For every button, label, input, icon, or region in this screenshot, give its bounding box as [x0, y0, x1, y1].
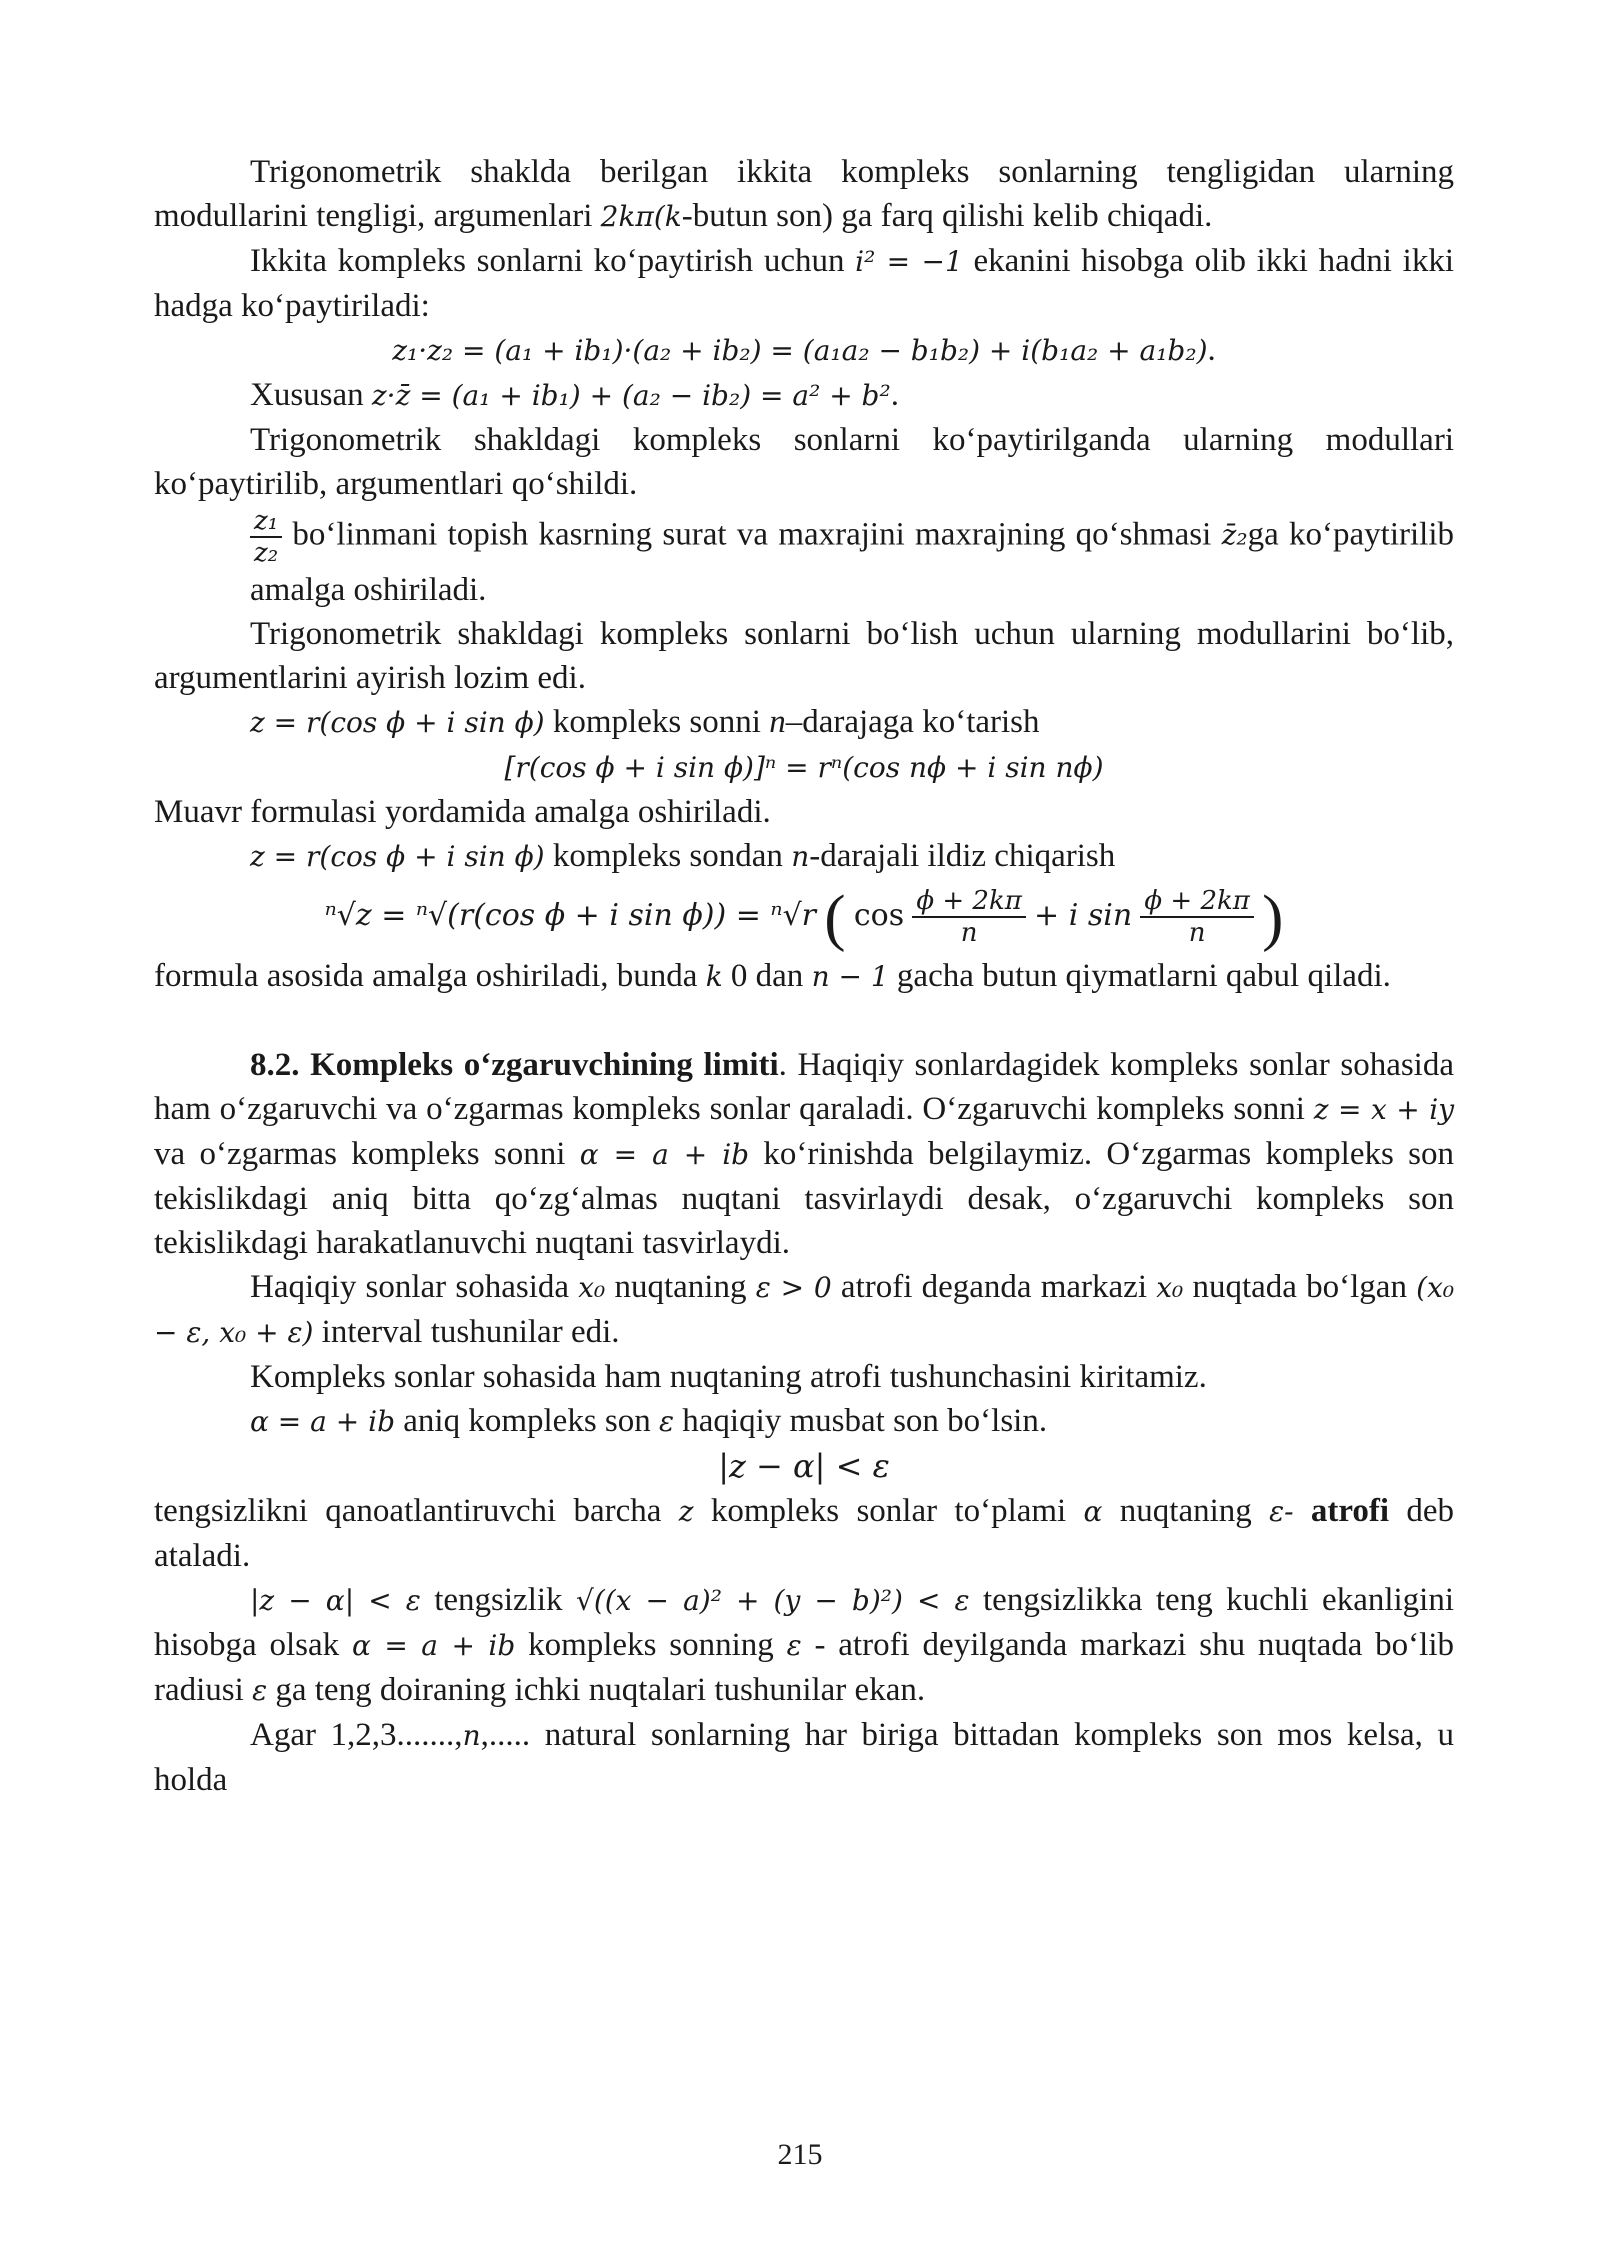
page-body [154, 150, 1454, 1802]
math-i-squared: i² = −1 [855, 245, 963, 278]
paragraph: z = r(cos ϕ + i sin ϕ) kompleks sonni n–darajaga ko‘tarish [250, 704, 1040, 740]
section-title: 8.2. Kompleks o‘zgaruvchining limiti [250, 1047, 779, 1084]
formula-neighborhood: |z − α| < ε [718, 1447, 890, 1486]
paragraph: Trigonometrik shaklda berilgan ikkita kompleks sonlarning tengligidan ularning modullarini tengligi, argumenlari 2kπ(k-butun son) ga farq qilishi kelib chiqadi. [154, 154, 1454, 234]
paragraph: tengsizlikni qanoatlantiruvchi barcha z kompleks sonlar to‘plami α nuqtaning ε- atrofi deb ataladi. [154, 1493, 1455, 1575]
paragraph: $\frac{\text{z₁}}{\text{z₂}}$ bo‘linmani topish kasrning surat va maxrajini maxrajning qo‘shmasi z̄₂ga ko‘paytirilib amalga oshiriladi. [250, 506, 1455, 608]
paragraph: Xususan z·z̄ = (a₁ + ib₁) + (a₂ − ib₂) = a² + b². [250, 377, 899, 413]
math-z2-conjugate: z̄₂ [1221, 518, 1248, 552]
formula-trig-form: z = r(cos ϕ + i sin ϕ) [250, 840, 545, 873]
paragraph: formula asosida amalga oshiriladi, bunda k 0 dan n − 1 gacha butun qiymatlarni qabul qiladi. [154, 958, 1391, 995]
paragraph: |z − α| < ε tengsizlik √((x − a)² + (y − b)²) < ε tengsizlikka teng kuchli ekanligini hisobga olsak α = a + ib kompleks sonning ε - atrofi deyilganda markazi shu nuqtada bo‘lib radiusi ε ga teng doiraning ichki nuqtalari tushunilar ekan. [154, 1582, 1455, 1709]
formula-trig-form: z = r(cos ϕ + i sin ϕ) [250, 706, 545, 739]
page-number: 215 [777, 2138, 823, 2171]
formula-product: z₁·z₂ = (a₁ + ib₁)·(a₂ + ib₂) = (a₁a₂ − b₁b₂) + i(b₁a₂ + a₁b₂). [392, 332, 1216, 368]
paragraph: z = r(cos ϕ + i sin ϕ) kompleks sondan n-darajali ildiz chiqarish [250, 838, 1116, 874]
paragraph: Ikkita kompleks sonlarni ko‘paytirish uchun i² = −1 ekanini hisobga olib ikki hadni ikki hadga ko‘paytiriladi: [154, 243, 1454, 324]
paragraph: Muavr formulasi yordamida amalga oshiriladi. [154, 794, 771, 830]
formula-root: ⁿ√z = ⁿ√(r(cos ϕ + i sin ϕ)) = ⁿ√r ( cos $\frac{\phi + 2k\pi}{n}$ + i sin $\frac{\phi + 2k\pi}{n}$ ) [324, 881, 1284, 953]
fraction-z1-z2: $\frac{\text{z₁}}{\text{z₂}}$ [250, 506, 282, 568]
math-2kpi: 2kπ [600, 200, 654, 233]
paragraph: Kompleks sonlar sohasida ham nuqtaning atrofi tushunchasini kiritamiz. [250, 1359, 1207, 1396]
formula-conjugate: z·z̄ = (a₁ + ib₁) + (a₂ − ib₂) = a² + b² [371, 379, 891, 412]
math-k: (k [653, 200, 682, 233]
section-paragraph: 8.2. Kompleks o‘zgaruvchining limiti. Haqiqiy sonlardagidek kompleks sonlar sohasida ham o‘zgaruvchi va o‘zgarmas kompleks sonlar qaraladi. O‘zgaruvchi kompleks sonni z = x + iy va o‘zgarmas kompleks sonni α = a + ib ko‘rinishda belgilaymiz. O‘zgarmas kompleks son tekislikdagi aniq bitta qo‘zg‘almas nuqtani tasvirlaydi desak, o‘zgaruvchi kompleks son tekislikdagi harakatlanuvchi nuqtani tasvirlaydi. [154, 1047, 1455, 1262]
paragraph: Agar 1,2,3.......,n,..... natural sonlarning har biriga bittadan kompleks son mos kelsa, u holda [154, 1717, 1455, 1799]
paragraph: Trigonometrik shakldagi kompleks sonlarni ko‘paytirilganda ularning modullari ko‘paytirilib, argumentlari qo‘shildi. [154, 422, 1454, 502]
formula-moivre: [r(cos ϕ + i sin ϕ)]ⁿ = rⁿ(cos nϕ + i sin nϕ) [504, 751, 1104, 784]
paragraph: Trigonometrik shakldagi kompleks sonlarni bo‘lish uchun ularning modullarini bo‘lib, argumentlarini ayirish lozim edi. [154, 616, 1454, 696]
paragraph: Haqiqiy sonlar sohasida x₀ nuqtaning ε > 0 atrofi deganda markazi x₀ nuqtada bo‘lgan (x₀ − ε, x₀ + ε) interval tushunilar edi. [154, 1269, 1455, 1351]
paragraph: α = a + ib aniq kompleks son ε haqiqiy musbat son bo‘lsin. [250, 1403, 1048, 1440]
